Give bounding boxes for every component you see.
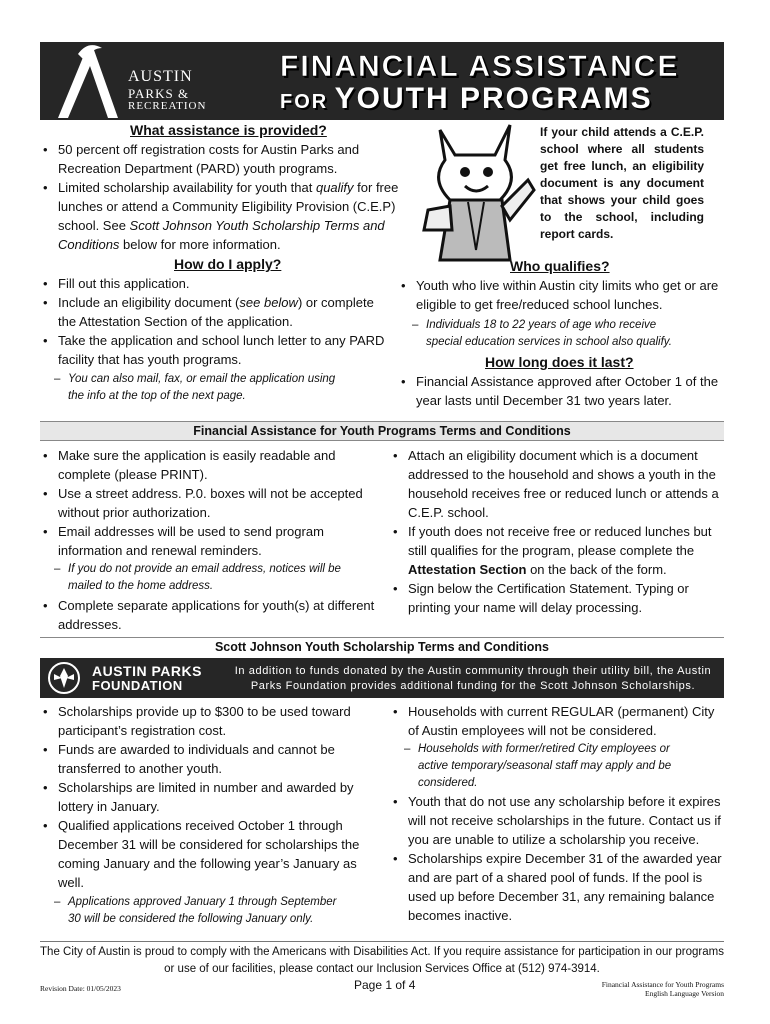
list-item: • Attach an eligibility document which is a document addressed to the household and shows a youth in the household receives free or reduced lunch or attends a C.E.P. school. [390, 446, 724, 522]
list-item: • Use a street address. P.0. boxes will not be accepted without prior authorization. [40, 484, 385, 522]
list-item: • Youth who live within Austin city limits who get or are eligible to get free/reduced school lunches. [398, 276, 724, 314]
scholarship-right-sub-2: active temporary/seasonal staff may apply and be [418, 760, 672, 772]
scholarship-left-column [40, 702, 385, 928]
list-item: • Households with current REGULAR (permanent) City of Austin employees will not be considered. [390, 702, 724, 740]
version-label: Financial Assistance for Youth Programs English Language Version [601, 980, 724, 998]
logo-text-austin: AUSTIN [128, 68, 193, 85]
list-item: • Include an eligibility document (see below) or complete the Attestation Section of the application. [40, 293, 390, 331]
scholarship-right-sub-1: – Households with former/retired City employees or [390, 741, 724, 758]
page-title-line1: FINANCIAL ASSISTANCE [280, 50, 680, 83]
list-item: • Take the application and school lunch letter to any PARD facility that has youth programs. [40, 331, 390, 369]
heading-how-long: How long does it last? [485, 354, 634, 370]
cep-callout: If your child attends a C.E.P. school where all students get free lunch, an eligibility document is any document that shows your child goes to the school, including report cards. [540, 125, 704, 241]
leaf-a-icon [48, 44, 128, 120]
apply-sub-note-2: the info at the top of the next page. [68, 390, 246, 402]
list-item: • Scholarships are limited in number and awarded by lottery in January. [40, 778, 385, 816]
list-item: • Scholarships expire December 31 of the awarded year and are part of a shared pool of funds. If the pool is used up before December 31, any remaining balance becomes inactive. [390, 849, 724, 925]
page-number: Page 1 of 4 [354, 978, 416, 992]
list-item: • Limited scholarship availability for youth that qualify for free lunches or attend a Community Eligibility Provision (C.E.P) school. See Scott Johnson Youth Scholarship Terms and Conditions below for more information. [40, 178, 410, 254]
heading-how-apply: How do I apply? [174, 256, 282, 272]
terms-sub-note-2: mailed to the home address. [68, 580, 214, 592]
title-youth-programs: YOUTH PROGRAMS [334, 82, 653, 115]
scholarship-heading-bar: Scott Johnson Youth Scholarship Terms and Conditions [40, 637, 724, 657]
austin-parks-foundation-band [40, 658, 724, 698]
ada-statement: The City of Austin is proud to comply with the Americans with Disabilities Act. If you require assistance for participation in our programs or use of our facilities, please contact our Inclusion Services Office at (512) 974-3914. [40, 941, 724, 978]
list-item: • Make sure the application is easily readable and complete (please PRINT). [40, 446, 385, 484]
list-item: • Complete separate applications for youth(s) at different addresses. [40, 596, 385, 634]
foundation-description: In addition to funds donated by the Austin community through their utility bill, the Austin Parks Foundation provides additional funding for the Scott Johnson Scholarships. [234, 665, 712, 692]
list-item: • Funds are awarded to individuals and cannot be transferred to another youth. [40, 740, 385, 778]
list-item: • Scholarships provide up to $300 to be used toward participant’s registration cost. [40, 702, 385, 740]
terms-sub-note-1: – If you do not provide an email address, notices will be [40, 561, 385, 578]
austin-parks-logo [48, 42, 268, 120]
terms-left-column [40, 446, 385, 634]
heading-who-qualifies: Who qualifies? [510, 258, 610, 274]
title-for: FOR [280, 91, 329, 113]
qualifies-sub-note-2: special education services in school also qualify. [426, 336, 672, 348]
logo-text-parks: PARKS & [128, 86, 190, 101]
foundation-name-line2: FOUNDATION [92, 678, 183, 693]
apply-section [40, 274, 390, 405]
qualifies-section [398, 276, 724, 351]
qualifies-sub-note-1: – Individuals 18 to 22 years of age who receive [398, 317, 724, 334]
foundation-logo-icon [48, 662, 80, 694]
foundation-name-line1: AUSTIN PARKS [92, 663, 202, 679]
list-item: • Sign below the Certification Statement. Typing or printing your name will delay processing. [390, 579, 724, 617]
terms-heading-bar: Financial Assistance for Youth Programs Terms and Conditions [40, 421, 724, 441]
list-item: • Fill out this application. [40, 274, 390, 293]
list-item: • Qualified applications received October 1 through December 31 will be considered for scholarships the coming January and the following year’s January as well. [40, 816, 385, 892]
scholarship-sub-note-2: 30 will be considered the following January only. [68, 913, 314, 925]
list-item: • If youth does not receive free or reduced lunches but still qualifies for the program, please complete the Attestation Section on the back of the form. [390, 522, 724, 579]
list-item: • Email addresses will be used to send program information and renewal reminders. [40, 522, 385, 560]
cartoon-mascot-illustration [410, 110, 540, 270]
terms-right-column [390, 446, 724, 617]
logo-text-recreation: RECREATION [128, 100, 207, 112]
heading-what-assistance: What assistance is provided? [130, 122, 327, 138]
revision-date: Revision Date: 01/05/2023 [40, 984, 121, 993]
scholarship-right-sub-3: considered. [418, 777, 478, 789]
what-list [40, 140, 410, 254]
apply-sub-note-1: – You can also mail, fax, or email the application using [40, 371, 390, 388]
scholarship-sub-note-1: – Applications approved January 1 through September [40, 894, 385, 911]
list-item: • Youth that do not use any scholarship before it expires will not receive scholarships in the future. Contact us if you are unable to utilize a scholarship you receive. [390, 792, 724, 849]
last-list [398, 372, 724, 410]
scholarship-right-column [390, 702, 724, 925]
list-item: • 50 percent off registration costs for Austin Parks and Recreation Department (PARD) youth programs. [40, 140, 410, 178]
list-item: • Financial Assistance approved after October 1 of the year lasts until December 31 two years later. [398, 372, 724, 410]
